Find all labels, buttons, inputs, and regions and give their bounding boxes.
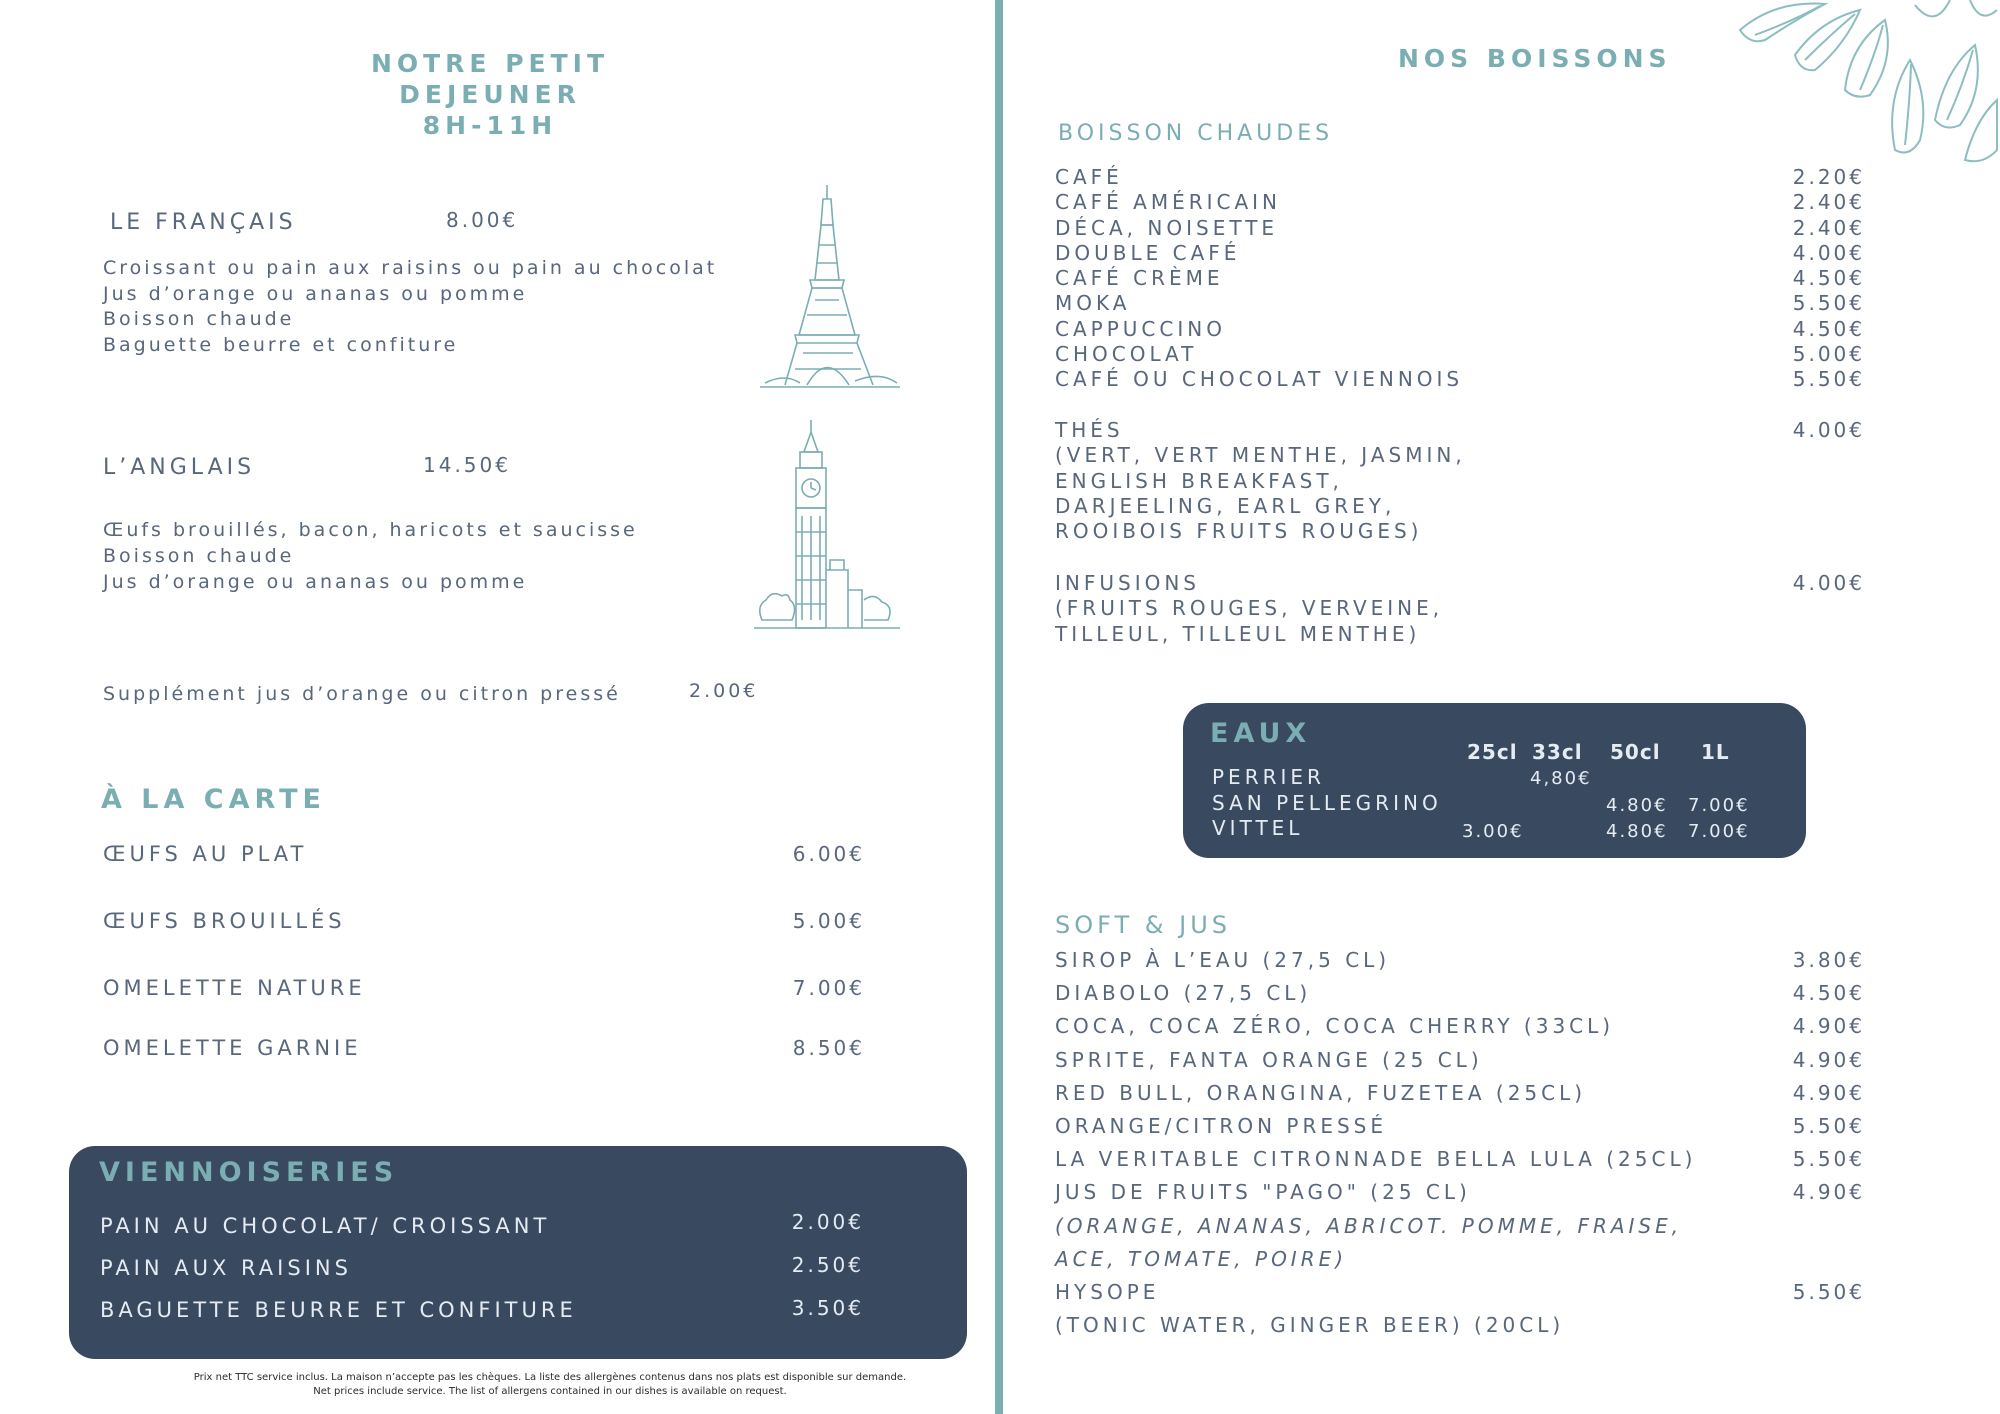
list-item: LA VERITABLE CITRONNADE BELLA LULA (25CL) 5.50€ bbox=[1055, 1147, 1865, 1172]
viennoiseries-item-price: 2.00€ bbox=[791, 1210, 864, 1234]
eaux-header-50cl: 50cl bbox=[1610, 740, 1661, 764]
hot-drinks-title: BOISSON CHAUDES bbox=[1058, 121, 1334, 146]
carte-item-name: OMELETTE NATURE bbox=[103, 976, 366, 1000]
francais-description: Croissant ou pain aux raisins ou pain au chocolat Jus d’orange ou ananas ou pomme Boisson chaude Baguette beurre et confiture bbox=[103, 257, 718, 356]
breakfast-title: NOTRE PETIT DEJEUNER 8H-11H bbox=[370, 49, 610, 140]
leaf-decoration-icon bbox=[1735, 0, 2000, 165]
big-ben-icon bbox=[752, 420, 902, 638]
infusions-block: INFUSIONS (FRUITS ROUGES, VERVEINE, TILLEUL, TILLEUL MENTHE) 4.00€ bbox=[1055, 571, 1865, 646]
eaux-row-name: PERRIER bbox=[1212, 765, 1325, 789]
pago-detail: (ORANGE, ANANAS, ABRICOT. POMME, FRAISE, bbox=[1055, 1213, 1683, 1238]
list-item: HYSOPE 5.50€ bbox=[1055, 1279, 1865, 1304]
carte-item-name: OMELETTE GARNIE bbox=[103, 1036, 362, 1060]
supplement-label: Supplément jus d’orange ou citron pressé bbox=[103, 683, 621, 705]
viennoiseries-item-price: 3.50€ bbox=[791, 1296, 864, 1320]
list-item: CHOCOLAT 5.00€ bbox=[1055, 342, 1865, 367]
list-item: ORANGE/CITRON PRESSÉ 5.50€ bbox=[1055, 1113, 1865, 1138]
francais-price: 8.00€ bbox=[446, 208, 519, 232]
thes-price: 4.00€ bbox=[1792, 418, 1865, 442]
viennoiseries-title: VIENNOISERIES bbox=[99, 1157, 399, 1188]
carte-item-price: 6.00€ bbox=[792, 842, 865, 866]
eaux-cell: 7.00€ bbox=[1688, 795, 1750, 816]
soft-list bbox=[1055, 948, 1865, 1346]
list-item: CAPPUCCINO 4.50€ bbox=[1055, 316, 1865, 341]
viennoiseries-item-name: PAIN AU CHOCOLAT/ CROISSANT bbox=[100, 1214, 551, 1238]
eaux-cell: 4,80€ bbox=[1530, 768, 1592, 789]
carte-item-name: ŒUFS AU PLAT bbox=[103, 842, 308, 866]
list-item: CAFÉ CRÈME 4.50€ bbox=[1055, 266, 1865, 291]
list-item: DOUBLE CAFÉ 4.00€ bbox=[1055, 240, 1865, 265]
eaux-cell: 4.80€ bbox=[1606, 795, 1668, 816]
eaux-title: EAUX bbox=[1210, 718, 1312, 749]
page-divider bbox=[995, 0, 1003, 1414]
francais-name: LE FRANÇAIS bbox=[110, 210, 297, 235]
list-item: RED BULL, ORANGINA, FUZETEA (25CL) 4.90€ bbox=[1055, 1080, 1865, 1105]
eiffel-tower-icon bbox=[755, 185, 905, 390]
list-item: SIROP À L’EAU (27,5 CL) 3.80€ bbox=[1055, 948, 1865, 972]
carte-item-name: ŒUFS BROUILLÉS bbox=[103, 909, 346, 933]
carte-item-price: 5.00€ bbox=[792, 909, 865, 933]
thes-block: THÉS (VERT, VERT MENTHE, JASMIN, ENGLISH BREAKFAST, DARJEELING, EARL GREY, ROOIBOIS FRUITS ROUGES) 4.00€ bbox=[1055, 418, 1865, 544]
list-item: CAFÉ OU CHOCOLAT VIENNOIS 5.50€ bbox=[1055, 367, 1865, 392]
carte-item-price: 7.00€ bbox=[792, 976, 865, 1000]
drinks-title: NOS BOISSONS bbox=[1398, 44, 1672, 73]
carte-item-price: 8.50€ bbox=[792, 1036, 865, 1060]
supplement-price: 2.00€ bbox=[689, 680, 759, 702]
carte-title: À LA CARTE bbox=[101, 784, 326, 815]
anglais-name: L’ANGLAIS bbox=[103, 455, 256, 480]
eaux-cell: 3.00€ bbox=[1462, 821, 1524, 842]
infusions-price: 4.00€ bbox=[1792, 571, 1865, 595]
viennoiseries-item-name: BAGUETTE BEURRE ET CONFITURE bbox=[100, 1298, 577, 1322]
eaux-row-name: SAN PELLEGRINO bbox=[1212, 791, 1442, 815]
viennoiseries-item-name: PAIN AUX RAISINS bbox=[100, 1256, 352, 1280]
eaux-header-33cl: 33cl bbox=[1532, 740, 1583, 764]
list-item: CAFÉ 2.20€ bbox=[1055, 165, 1865, 189]
list-item: CAFÉ AMÉRICAIN 2.40€ bbox=[1055, 190, 1865, 215]
eaux-header-25cl: 25cl bbox=[1467, 740, 1518, 764]
hysope-detail: (TONIC WATER, GINGER BEER) (20CL) bbox=[1055, 1313, 1565, 1338]
hot-drinks-list bbox=[1055, 165, 1865, 393]
footnote-line-1: Prix net TTC service inclus. La maison n’accepte pas les chèques. La liste des allergènes contenus dans nos plats est disponible sur demande. bbox=[193, 1372, 907, 1383]
pago-detail: ACE, TOMATE, POIRE) bbox=[1055, 1246, 1348, 1271]
anglais-price: 14.50€ bbox=[423, 453, 511, 477]
list-item: JUS DE FRUITS "PAGO" (25 CL) 4.90€ bbox=[1055, 1180, 1865, 1205]
eaux-cell: 4.80€ bbox=[1606, 821, 1668, 842]
list-item: COCA, COCA ZÉRO, COCA CHERRY (33CL) 4.90€ bbox=[1055, 1014, 1865, 1039]
viennoiseries-item-price: 2.50€ bbox=[791, 1253, 864, 1277]
eaux-header-1l: 1L bbox=[1701, 740, 1730, 764]
list-item: DIABOLO (27,5 CL) 4.50€ bbox=[1055, 981, 1865, 1006]
list-item: MOKA 5.50€ bbox=[1055, 291, 1865, 316]
list-item: SPRITE, FANTA ORANGE (25 CL) 4.90€ bbox=[1055, 1047, 1865, 1072]
eaux-row-name: VITTEL bbox=[1212, 816, 1304, 840]
soft-title: SOFT & JUS bbox=[1055, 911, 1232, 939]
eaux-cell: 7.00€ bbox=[1688, 821, 1750, 842]
list-item: DÉCA, NOISETTE 2.40€ bbox=[1055, 215, 1865, 240]
footnote-line-2: Net prices include service. The list of allergens contained in our dishes is available on request. bbox=[313, 1386, 787, 1397]
anglais-description: Œufs brouillés, bacon, haricots et saucisse Boisson chaude Jus d’orange ou ananas ou pomme bbox=[103, 519, 638, 593]
